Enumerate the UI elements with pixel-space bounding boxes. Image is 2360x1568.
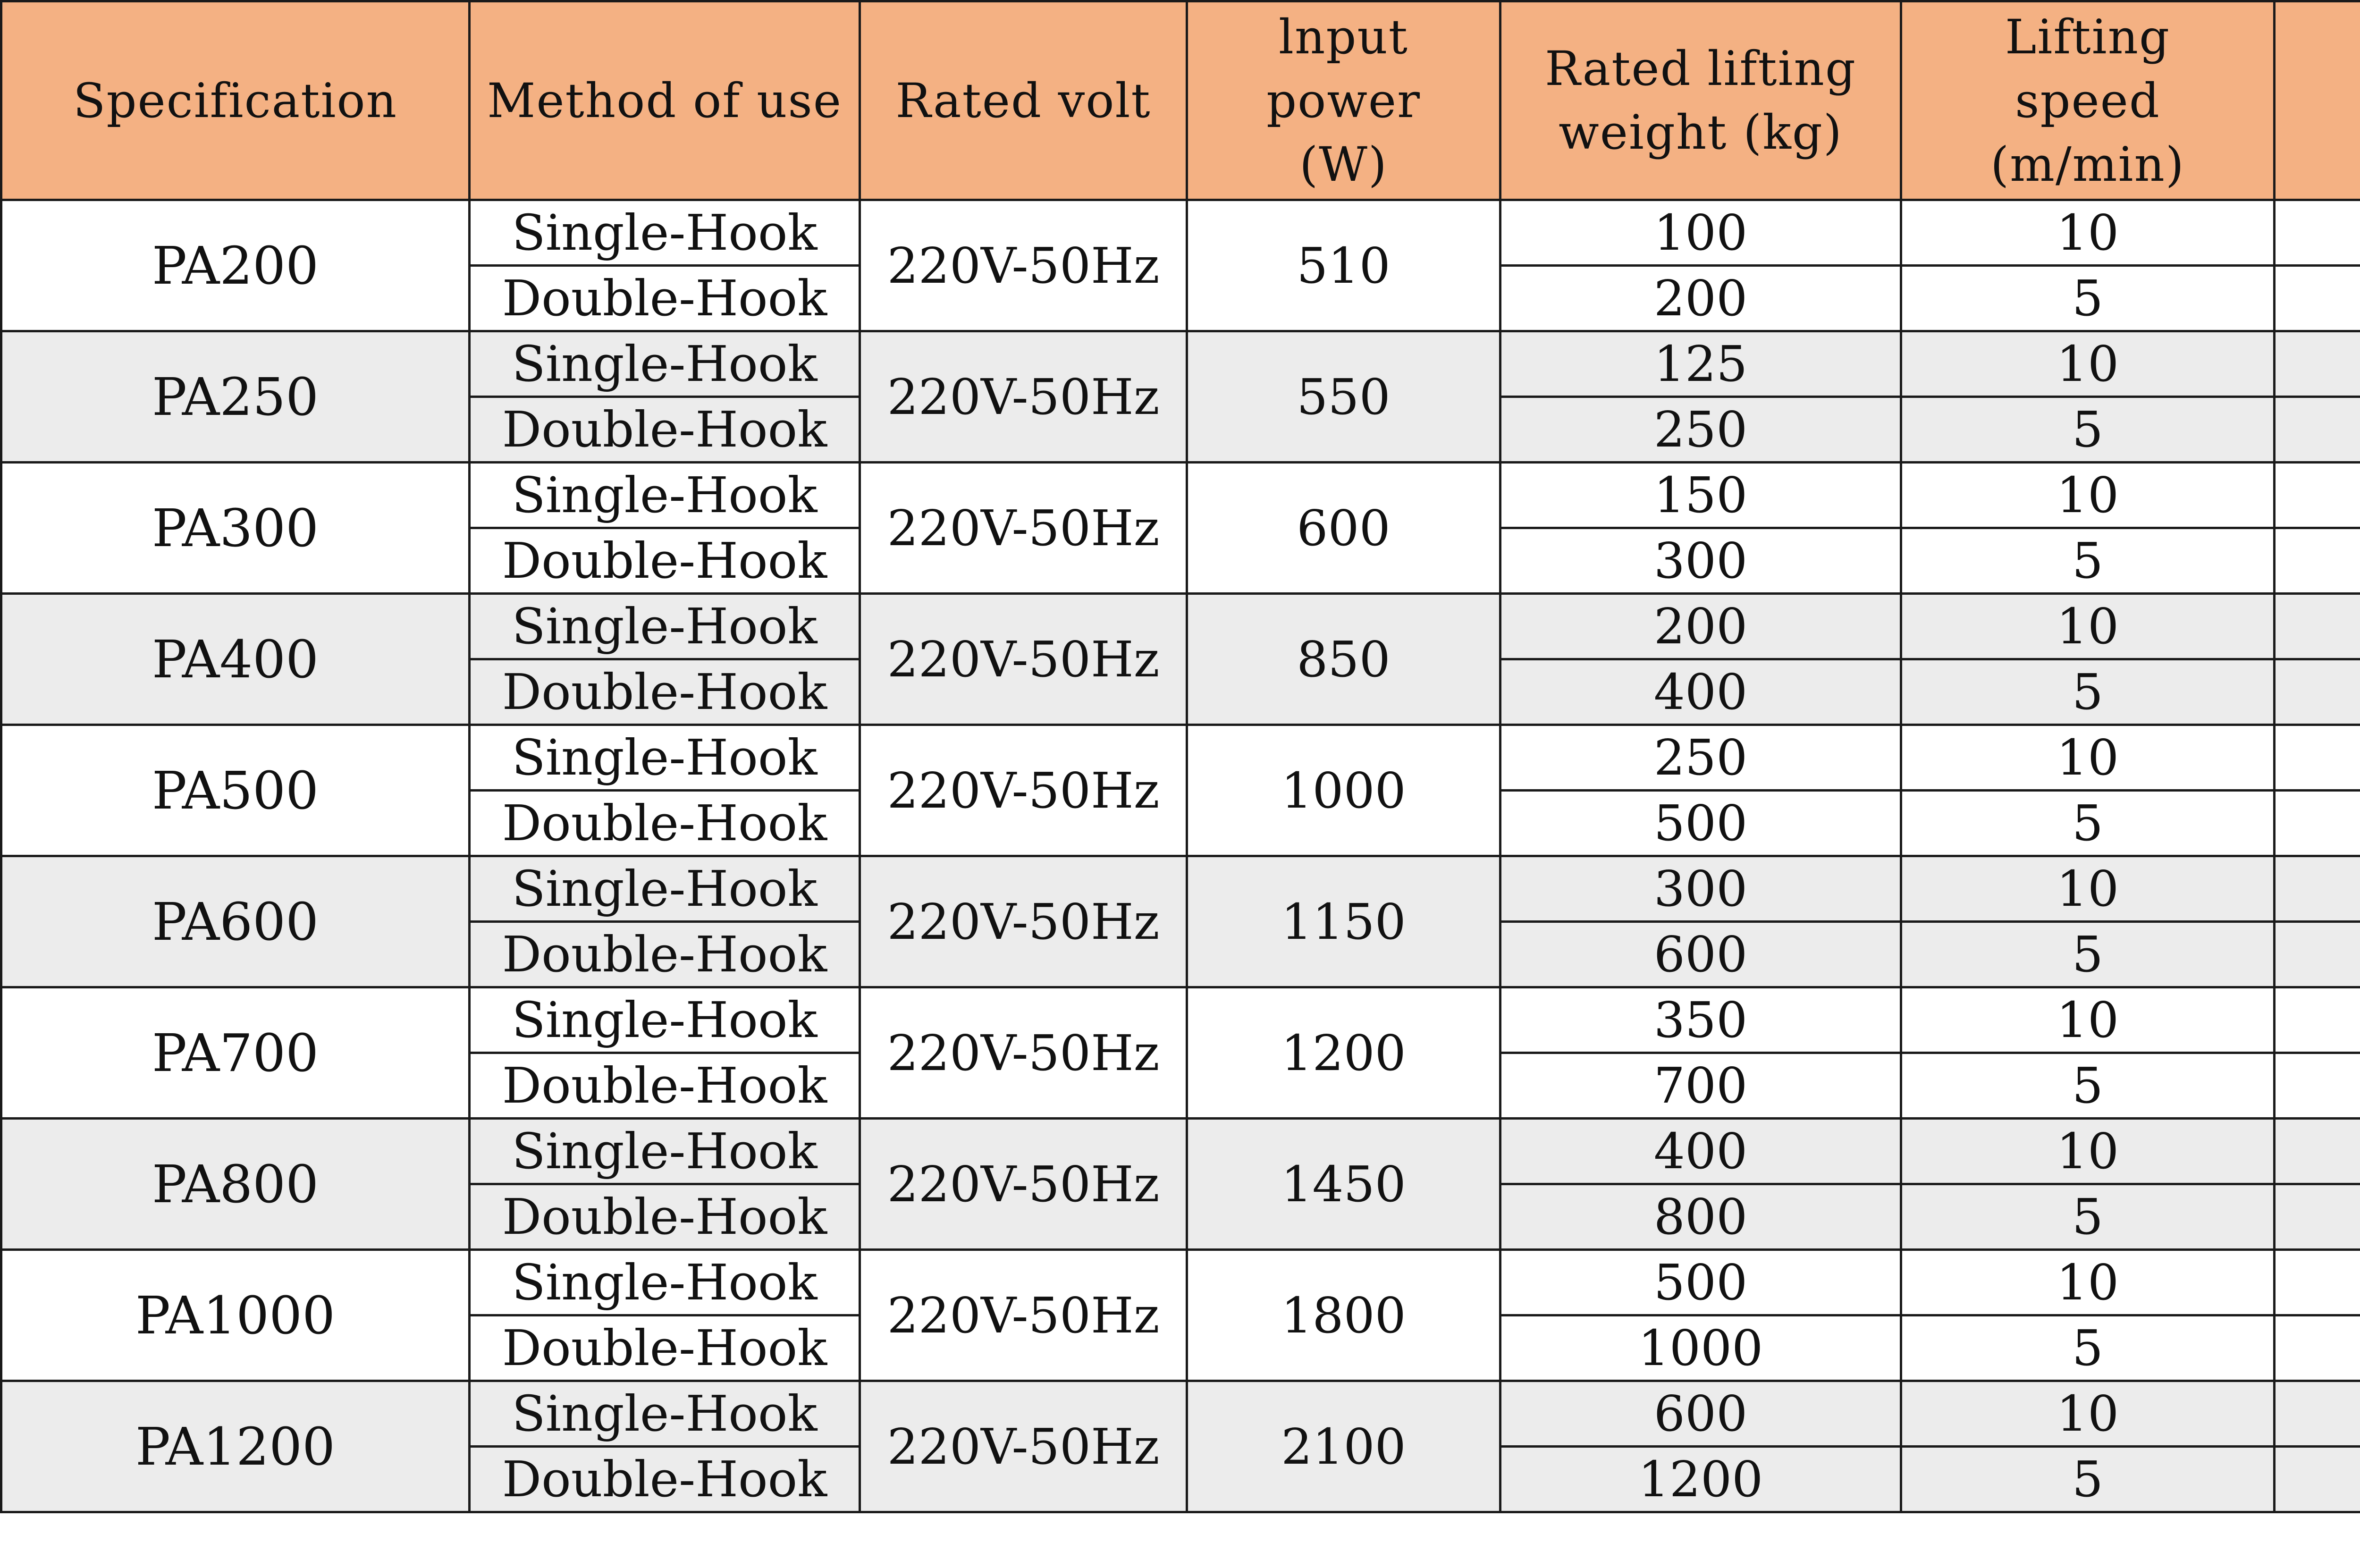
lifting-height-cell <box>2275 1250 2360 1315</box>
lifting-height-cell <box>2275 594 2360 659</box>
method-cell: Double-Hook <box>470 922 860 987</box>
lifting-weight-cell: 125 <box>1500 331 1901 397</box>
method-cell: Single-Hook <box>470 463 860 528</box>
input-power-cell: 1000 <box>1187 725 1500 856</box>
lifting-speed-cell: 10 <box>1901 987 2275 1053</box>
spec-model-cell: PA400 <box>1 594 470 725</box>
spec-model-cell: PA600 <box>1 856 470 987</box>
rated-volt-cell: 220V-50Hz <box>860 1250 1187 1381</box>
rated-volt-cell: 220V-50Hz <box>860 987 1187 1119</box>
lifting-weight-cell: 500 <box>1500 791 1901 856</box>
spec-model-cell: PA200 <box>1 200 470 331</box>
method-cell: Double-Hook <box>470 659 860 725</box>
lifting-weight-cell: 200 <box>1500 594 1901 659</box>
header-line: (m/min) <box>1990 136 2185 192</box>
header-line <box>2276 69 2360 133</box>
lifting-weight-cell: 600 <box>1500 922 1901 987</box>
lifting-speed-cell: 5 <box>1901 528 2275 594</box>
header-line: speed <box>2015 73 2160 128</box>
lifting-speed-cell: 10 <box>1901 200 2275 266</box>
method-cell: Single-Hook <box>470 1250 860 1315</box>
input-power-cell: 550 <box>1187 331 1500 463</box>
lifting-speed-cell: 10 <box>1901 1119 2275 1184</box>
header-line <box>2276 5 2360 69</box>
header-row <box>1 1 2360 200</box>
lifting-speed-cell: 10 <box>1901 856 2275 922</box>
spec-model-cell: PA700 <box>1 987 470 1119</box>
lifting-speed-cell: 10 <box>1901 1381 2275 1447</box>
table-body <box>1 200 2360 1512</box>
lifting-weight-cell: 300 <box>1500 528 1901 594</box>
table-row <box>1 331 2360 397</box>
lifting-speed-cell: 5 <box>1901 1447 2275 1512</box>
rated-volt-cell: 220V-50Hz <box>860 463 1187 594</box>
spec-model-cell: PA1200 <box>1 1381 470 1512</box>
lifting-speed-cell: 5 <box>1901 791 2275 856</box>
lifting-speed-cell: 10 <box>1901 463 2275 528</box>
header-line: Rated volt <box>895 73 1151 128</box>
lifting-height-cell <box>2275 1053 2360 1119</box>
lifting-speed-cell: 10 <box>1901 594 2275 659</box>
lifting-height-cell <box>2275 725 2360 791</box>
spec-model-cell: PA300 <box>1 463 470 594</box>
table-row <box>1 725 2360 791</box>
table-row <box>1 1381 2360 1447</box>
method-cell: Single-Hook <box>470 1381 860 1447</box>
header-line: Lifting <box>2005 9 2170 65</box>
lifting-height-cell <box>2275 397 2360 463</box>
lifting-weight-cell: 1000 <box>1500 1315 1901 1381</box>
input-power-cell: 2100 <box>1187 1381 1500 1512</box>
method-cell: Single-Hook <box>470 856 860 922</box>
lifting-height-cell <box>2275 1315 2360 1381</box>
method-cell: Double-Hook <box>470 1315 860 1381</box>
method-cell: Single-Hook <box>470 1119 860 1184</box>
header-line: Method of use <box>487 73 843 128</box>
lifting-height-cell <box>2275 1447 2360 1512</box>
header-line: weight (kg) <box>1559 105 1843 160</box>
header-line <box>2276 133 2360 196</box>
rated-volt-cell: 220V-50Hz <box>860 856 1187 987</box>
lifting-height-cell <box>2275 463 2360 528</box>
method-cell: Double-Hook <box>470 528 860 594</box>
lifting-speed-cell: 5 <box>1901 1315 2275 1381</box>
lifting-height-cell <box>2275 200 2360 266</box>
lifting-speed-cell: 5 <box>1901 659 2275 725</box>
method-cell: Single-Hook <box>470 725 860 791</box>
lifting-height-cell <box>2275 922 2360 987</box>
lifting-weight-cell: 500 <box>1500 1250 1901 1315</box>
lifting-weight-cell: 600 <box>1500 1381 1901 1447</box>
rated-volt-cell: 220V-50Hz <box>860 200 1187 331</box>
lifting-height-cell <box>2275 856 2360 922</box>
table-row <box>1 1119 2360 1184</box>
header-specification <box>1 1 470 200</box>
table-row <box>1 856 2360 922</box>
input-power-cell: 600 <box>1187 463 1500 594</box>
spec-model-cell: PA1000 <box>1 1250 470 1381</box>
lifting-speed-cell: 10 <box>1901 331 2275 397</box>
header-input-power <box>1187 1 1500 200</box>
method-cell: Single-Hook <box>470 987 860 1053</box>
rated-volt-cell: 220V-50Hz <box>860 594 1187 725</box>
lifting-weight-cell: 350 <box>1500 987 1901 1053</box>
lifting-height-cell <box>2275 1381 2360 1447</box>
header-line: lnput <box>1279 9 1408 65</box>
rated-volt-cell: 220V-50Hz <box>860 725 1187 856</box>
lifting-speed-cell: 5 <box>1901 922 2275 987</box>
input-power-cell: 510 <box>1187 200 1500 331</box>
header-rated-volt <box>860 1 1187 200</box>
lifting-weight-cell: 400 <box>1500 659 1901 725</box>
lifting-speed-cell: 5 <box>1901 397 2275 463</box>
table-row <box>1 1250 2360 1315</box>
lifting-weight-cell: 250 <box>1500 725 1901 791</box>
rated-volt-cell: 220V-50Hz <box>860 331 1187 463</box>
spec-model-cell: PA250 <box>1 331 470 463</box>
lifting-height-cell <box>2275 1119 2360 1184</box>
rated-volt-cell: 220V-50Hz <box>860 1119 1187 1250</box>
lifting-weight-cell: 300 <box>1500 856 1901 922</box>
input-power-cell: 1150 <box>1187 856 1500 987</box>
lifting-weight-cell: 800 <box>1500 1184 1901 1250</box>
lifting-height-cell <box>2275 987 2360 1053</box>
method-cell: Double-Hook <box>470 397 860 463</box>
method-cell: Double-Hook <box>470 266 860 331</box>
lifting-weight-cell: 700 <box>1500 1053 1901 1119</box>
header-method-of-use <box>470 1 860 200</box>
table-row <box>1 200 2360 266</box>
input-power-cell: 1450 <box>1187 1119 1500 1250</box>
method-cell: Double-Hook <box>470 1184 860 1250</box>
header-lifting-height <box>2275 1 2360 200</box>
lifting-weight-cell: 100 <box>1500 200 1901 266</box>
spec-model-cell: PA800 <box>1 1119 470 1250</box>
lifting-weight-cell: 200 <box>1500 266 1901 331</box>
table-row <box>1 463 2360 528</box>
lifting-height-cell <box>2275 528 2360 594</box>
header-lifting-speed <box>1901 1 2275 200</box>
header-rated-lifting-weight <box>1500 1 1901 200</box>
input-power-cell: 1200 <box>1187 987 1500 1119</box>
lifting-height-cell <box>2275 1184 2360 1250</box>
input-power-cell: 850 <box>1187 594 1500 725</box>
method-cell: Single-Hook <box>470 200 860 266</box>
lifting-weight-cell: 150 <box>1500 463 1901 528</box>
rated-volt-cell: 220V-50Hz <box>860 1381 1187 1512</box>
header-line: Specification <box>73 73 398 128</box>
lifting-speed-cell: 10 <box>1901 725 2275 791</box>
header-line: Rated lifting <box>1545 41 1856 96</box>
spec-model-cell: PA500 <box>1 725 470 856</box>
method-cell: Double-Hook <box>470 791 860 856</box>
lifting-speed-cell: 10 <box>1901 1250 2275 1315</box>
lifting-weight-cell: 400 <box>1500 1119 1901 1184</box>
lifting-speed-cell: 5 <box>1901 266 2275 331</box>
lifting-height-cell <box>2275 266 2360 331</box>
header-line: power <box>1266 73 1421 128</box>
lifting-weight-cell: 250 <box>1500 397 1901 463</box>
method-cell: Double-Hook <box>470 1447 860 1512</box>
input-power-cell: 1800 <box>1187 1250 1500 1381</box>
lifting-speed-cell: 5 <box>1901 1184 2275 1250</box>
table-row <box>1 987 2360 1053</box>
lifting-speed-cell: 5 <box>1901 1053 2275 1119</box>
header-line: (W) <box>1299 136 1388 192</box>
lifting-height-cell <box>2275 331 2360 397</box>
method-cell: Double-Hook <box>470 1053 860 1119</box>
method-cell: Single-Hook <box>470 331 860 397</box>
lifting-height-cell <box>2275 791 2360 856</box>
lifting-height-cell <box>2275 659 2360 725</box>
lifting-weight-cell: 1200 <box>1500 1447 1901 1512</box>
method-cell: Single-Hook <box>470 594 860 659</box>
table-row <box>1 594 2360 659</box>
